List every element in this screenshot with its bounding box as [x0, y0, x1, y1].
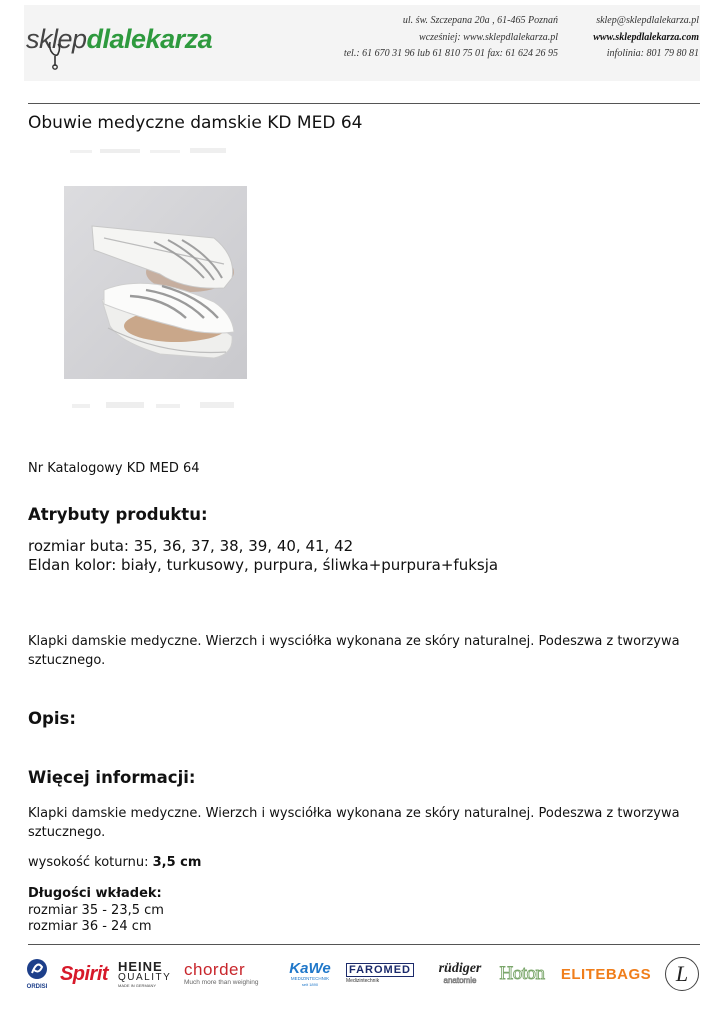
brand-ordisi[interactable] — [24, 950, 50, 998]
footer-divider — [28, 944, 700, 945]
brand-hoton[interactable] — [496, 950, 548, 998]
kawe-medizintechnik: MEDIZINTECHNIK — [290, 976, 330, 981]
catalog-number: Nr Katalogowy KD MED 64 — [28, 461, 200, 476]
kawe-since: seit 1890 — [301, 982, 319, 987]
photo-ghost-top — [66, 143, 246, 161]
description-heading: Opis: — [28, 709, 76, 728]
more-info-paragraph — [28, 804, 708, 842]
logo-text-part1: sklep — [26, 24, 87, 54]
heine-quality-text: QUALITY — [118, 971, 172, 983]
header-contact-column — [344, 13, 558, 63]
attributes-heading: Atrybuty produktu: — [28, 505, 208, 524]
heel-height-label: wysokość koturnu: — [28, 855, 153, 870]
page-header — [0, 0, 725, 104]
insole-item: rozmiar 36 - 24 cm — [28, 919, 152, 934]
more-line-1: Klapki damskie medyczne. Wierzch i wysciółka wykonana ze skóry naturalnej. Podeszwa z tworzywa — [28, 806, 680, 821]
intro-paragraph — [28, 632, 708, 670]
intro-line-1: Klapki damskie medyczne. Wierzch i wysciółka wykonana ze skóry naturalnej. Podeszwa z tworzywa — [28, 634, 680, 649]
insole-item: rozmiar 35 - 23,5 cm — [28, 902, 164, 918]
email-link[interactable]: sklep@sklepdlalekarza.pl — [596, 15, 699, 26]
product-photo[interactable] — [64, 186, 247, 379]
kawe-logo-text: KaWe — [289, 960, 331, 977]
product-title: Obuwie medyczne damskie KD MED 64 — [28, 113, 363, 133]
brand-logos-footer — [24, 950, 704, 1000]
phone-text: tel.: 61 670 31 96 lub 61 810 75 01 fax: 61 624 26 95 — [343, 48, 558, 59]
header-divider — [28, 103, 700, 104]
logo-text-part2: dlalekarza — [86, 24, 213, 54]
website-link[interactable]: www.sklepdlalekarza.com — [593, 31, 699, 43]
more-line-2: sztucznego. — [28, 825, 106, 840]
former-website-text[interactable]: wcześniej: www.sklepdlalekarza.pl — [419, 31, 558, 43]
address-text: ul. św. Szczepana 20a , 61-465 Poznań — [402, 15, 558, 26]
sandal-illustration — [64, 186, 247, 379]
elitebags-logo-text: ELITEBAGS — [560, 965, 652, 983]
stethoscope-icon — [46, 40, 76, 70]
attribute-size: rozmiar buta: 35, 36, 37, 38, 39, 40, 41, 42 — [28, 537, 354, 555]
brand-rudiger[interactable] — [434, 950, 486, 998]
intro-line-2: sztucznego. — [28, 653, 106, 668]
heine-logo-text: HEINE — [118, 958, 163, 974]
spirit-logo-text: Spirit — [59, 962, 109, 985]
heel-height-value: 3,5 cm — [152, 855, 202, 870]
chorder-logo-text: chorder — [184, 960, 246, 979]
brand-faromed[interactable] — [346, 950, 426, 998]
rudiger-logo-text: rüdiger — [438, 961, 482, 976]
chorder-tagline: Much more than weighing — [184, 979, 259, 986]
ordisi-emblem-icon — [26, 958, 48, 984]
littmann-logo-mark: L — [665, 957, 699, 991]
brand-spirit[interactable] — [56, 950, 112, 998]
faromed-logo-text: FAROMED — [346, 963, 414, 977]
brand-elitebags[interactable] — [556, 950, 656, 998]
more-info-heading: Więcej informacji: — [28, 768, 196, 787]
insoles-heading: Długości wkładek: — [28, 886, 162, 901]
heel-height — [28, 853, 708, 872]
rudiger-subtitle: anatomie — [443, 976, 477, 985]
brand-heine[interactable] — [118, 950, 172, 998]
attribute-color: Eldan kolor: biały, turkusowy, purpura, śliwka+purpura+fuksja — [28, 556, 499, 574]
insoles-block — [28, 886, 708, 936]
header-online-column — [593, 13, 699, 63]
heine-made-text: MADE IN GERMANY — [118, 982, 157, 988]
faromed-subtitle: Medizintechnik — [346, 978, 380, 984]
photo-ghost-bottom — [66, 396, 246, 416]
ordisi-label: ORDISI — [26, 984, 48, 990]
brand-kawe[interactable] — [284, 950, 336, 998]
brand-littmann[interactable] — [664, 950, 700, 998]
brand-chorder[interactable] — [184, 950, 272, 998]
hoton-logo-text: Hoton — [499, 963, 545, 984]
hotline-text: infolinia: 801 79 80 81 — [606, 48, 699, 59]
